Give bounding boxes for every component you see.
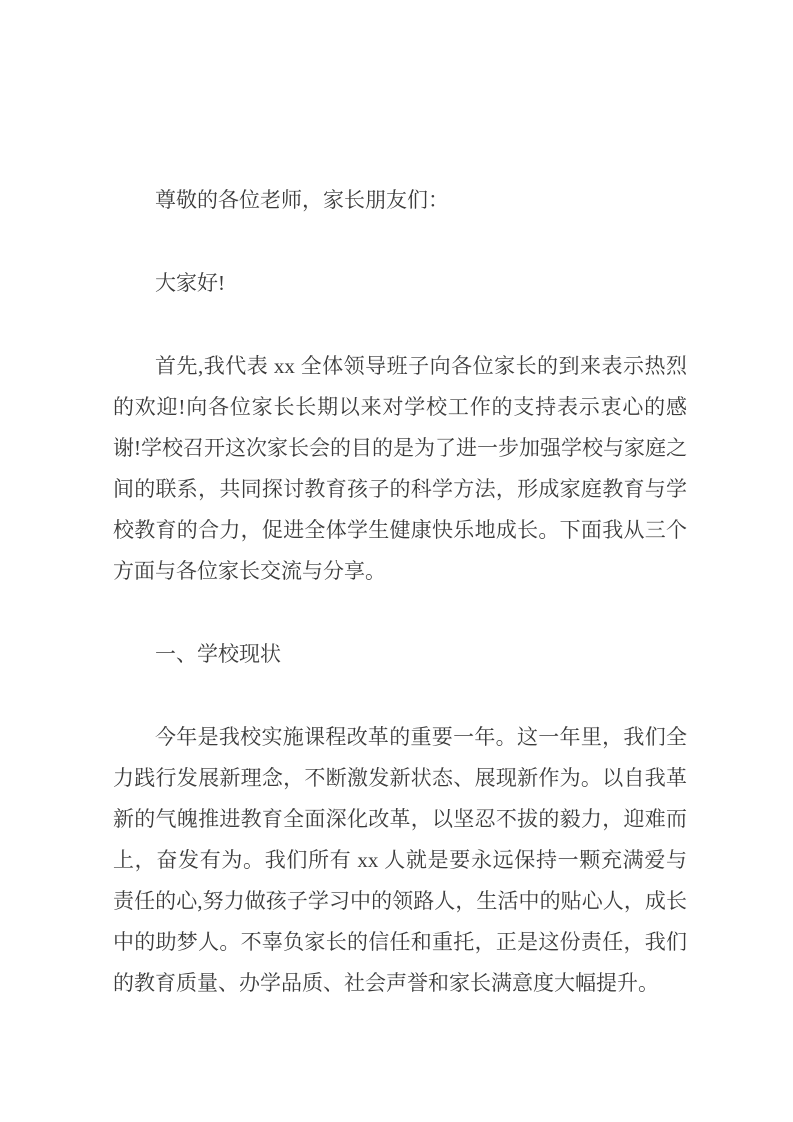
section-heading: 一、学校现状 bbox=[155, 642, 281, 666]
school-status-paragraph: 今年是我校实施课程改革的重要一年。这一年里，我们全力践行发展新理念，不断激发新状态、展现新作为。以自我革新的气魄推进教育全面深化改革，以坚忍不拔的毅力，迎难而上，奋发有为。我们所有 xx 人就是要永远保持一颗充满爱与责任的心,努力做孩子学习中的领路人，生活中的贴心人，成长中的助梦人。不辜负家长的信任和重托，正是这份责任，我们的教育质量、办学品质、社会声誉和家长满意度大幅提升。 bbox=[113, 725, 687, 995]
salutation-line: 尊敬的各位老师，家长朋友们： bbox=[155, 188, 449, 212]
greeting-line: 大家好! bbox=[155, 271, 225, 295]
intro-paragraph: 首先,我代表 xx 全体领导班子向各位家长的到来表示热烈的欢迎!向各位家长长期以来对学校工作的支持表示衷心的感谢!学校召开这次家长会的目的是为了进一步加强学校与家庭之间的联系，共同探讨教育孩子的科学方法，形成家庭教育与学校教育的合力，促进全体学生健康快乐地成长。下面我从三个方面与各位家长交流与分享。 bbox=[113, 354, 687, 583]
